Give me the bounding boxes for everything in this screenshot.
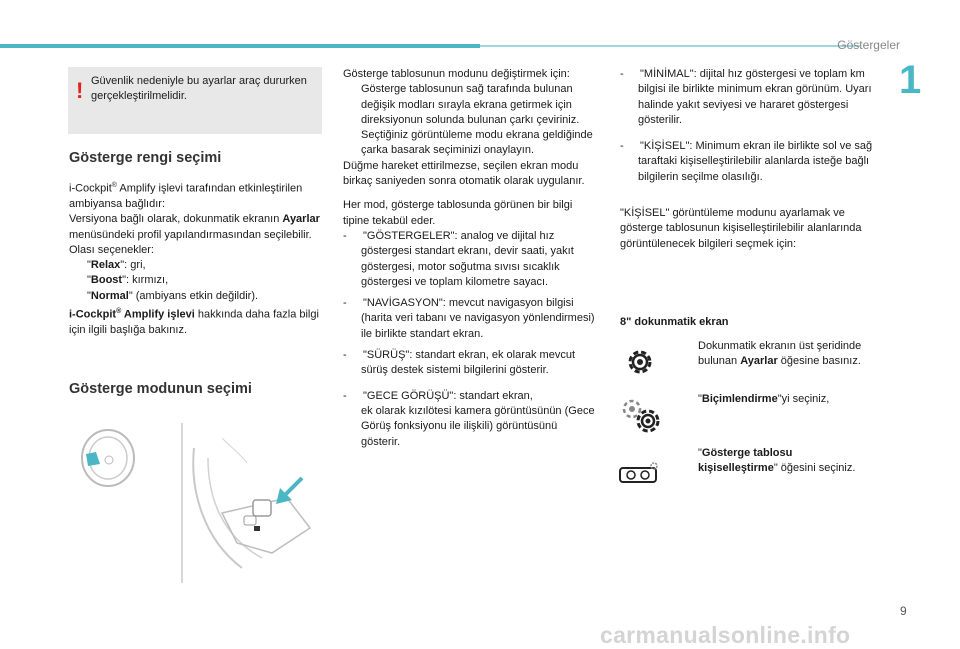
mode-navigation: - "NAVİGASYON": mevcut navigasyon bilgisi (harita veri tabanı ve navigasyon yönlendirmesi) ile birlikte standart ekran. — [343, 297, 595, 340]
personal-setup-intro: "KİŞİSEL" görüntüleme modunu ayarlamak ve gösterge tablosunun kişiselleştirilebilir alanlarında görüntülenecek bilgileri seçmek için: — [620, 207, 862, 250]
option-relax: "Relax": gri, — [87, 259, 146, 272]
color-line2: Versiyona bağlı olarak, dokunmatik ekranın Ayarlar menüsündeki profil yapılandırmasından seçilebilir. — [69, 213, 320, 241]
header-accent-line — [480, 45, 860, 47]
header-accent-bar — [0, 44, 480, 48]
chapter-number: 1 — [899, 58, 922, 102]
section-header: Göstergeler — [837, 38, 900, 52]
touch-step-3: "Gösterge tablosu kişiselleştirme" öğesini seçiniz. — [698, 447, 856, 475]
mode-step-1: Gösterge tablosunun sağ tarafında bulunan değişik modları sırayla ekrana getirmek için direksiyonun solunda bulunan çarkı çeviriniz. — [361, 83, 580, 126]
color-section-title: Gösterge rengi seçimi — [69, 150, 222, 166]
touch-step-2: "Biçimlendirme"yi seçiniz, — [698, 393, 830, 405]
mode-info-intro: Her mod, gösterge tablosunda görünen bir bilgi tipine tekabül eder. — [343, 199, 573, 227]
configuration-gears-icon — [622, 398, 662, 434]
mode-night-vision: - "GECE GÖRÜŞÜ": standart ekran, — [343, 389, 533, 402]
warning-text: Güvenlik nedeniyle bu ayarlar araç dururken gerçekleştirilmelidir. — [91, 75, 307, 102]
mode-driving: - "SÜRÜŞ": standart ekran, ek olarak mevcut sürüş destek sistemi bilgilerini gösterir. — [343, 349, 576, 377]
mode-personal: - "KİŞİSEL": Minimum ekran ile birlikte sol ve sağ taraftaki kişiselleştirilebilir alanlarda isteğe bağlı bilgilerin seçilme olasılığı. — [620, 140, 873, 183]
color-intro: i-Cockpit® Amplify işlevi tarafından etkinleştirilen ambiyansa bağlıdır: — [69, 182, 303, 210]
mode-minimal: - "MİNİMAL": dijital hız göstergesi ve toplam km bilgisi ile birlikte minimum ekran görünüm. Uyarı halinde yakıt seviyesi ve hararet göstergesi gösterilir. — [620, 68, 872, 126]
mode-change-intro: Gösterge tablosunun modunu değiştirmek için: — [343, 68, 570, 80]
option-normal: "Normal" (ambiyans etkin değildir). — [87, 289, 259, 302]
color-section-body — [69, 178, 327, 338]
touch-step-1: Dokunmatik ekranın üst şeridinde bulunan Ayarlar öğesine basınız. — [698, 340, 862, 368]
warning-icon: ! — [76, 78, 84, 103]
right-column — [620, 67, 880, 252]
mode-auto-apply: Düğme hareket ettirilmezse, seçilen ekran modu birkaç saniyeden sonra otomatik olarak uygulanır. — [343, 159, 585, 188]
mode-section-title: Gösterge modunun seçimi — [69, 381, 252, 397]
mode-step-2: Seçtiğiniz görüntüleme modu ekrana geldiğinde çarka basarak seçiminizi onaylayın. — [361, 129, 593, 157]
touchscreen-title: 8" dokunmatik ekran — [620, 316, 729, 328]
steering-wheel-illustration — [72, 418, 327, 588]
dashboard-customize-icon — [618, 462, 658, 484]
options-label: Olası seçenekler: — [69, 243, 154, 256]
color-footer: i-Cockpit® Amplify işlevi hakkında daha fazla bilgi için ilgili başlığa bakınız. — [69, 308, 319, 336]
wheel-thumbnail-icon — [82, 430, 134, 486]
mode-night-vision-detail: ek olarak kızılötesi kamera görüntüsünün (Gece Görüş fonksiyonu ile ilişkili) görüntüsünü gösterir. — [361, 404, 595, 448]
watermark: carmanualsonline.info — [600, 622, 851, 648]
mode-gauges: - "GÖSTERGELER": analog ve dijital hız göstergesi standart ekranı, devir saati, yakıt göstergesi, motor soğutma sıvısı sıcaklık göstergesi ve toplam kilometre sayacı. — [343, 229, 574, 288]
middle-column — [343, 67, 599, 450]
option-boost: "Boost": kırmızı, — [87, 274, 169, 287]
page-number: 9 — [900, 604, 907, 618]
settings-gear-icon — [624, 346, 656, 378]
